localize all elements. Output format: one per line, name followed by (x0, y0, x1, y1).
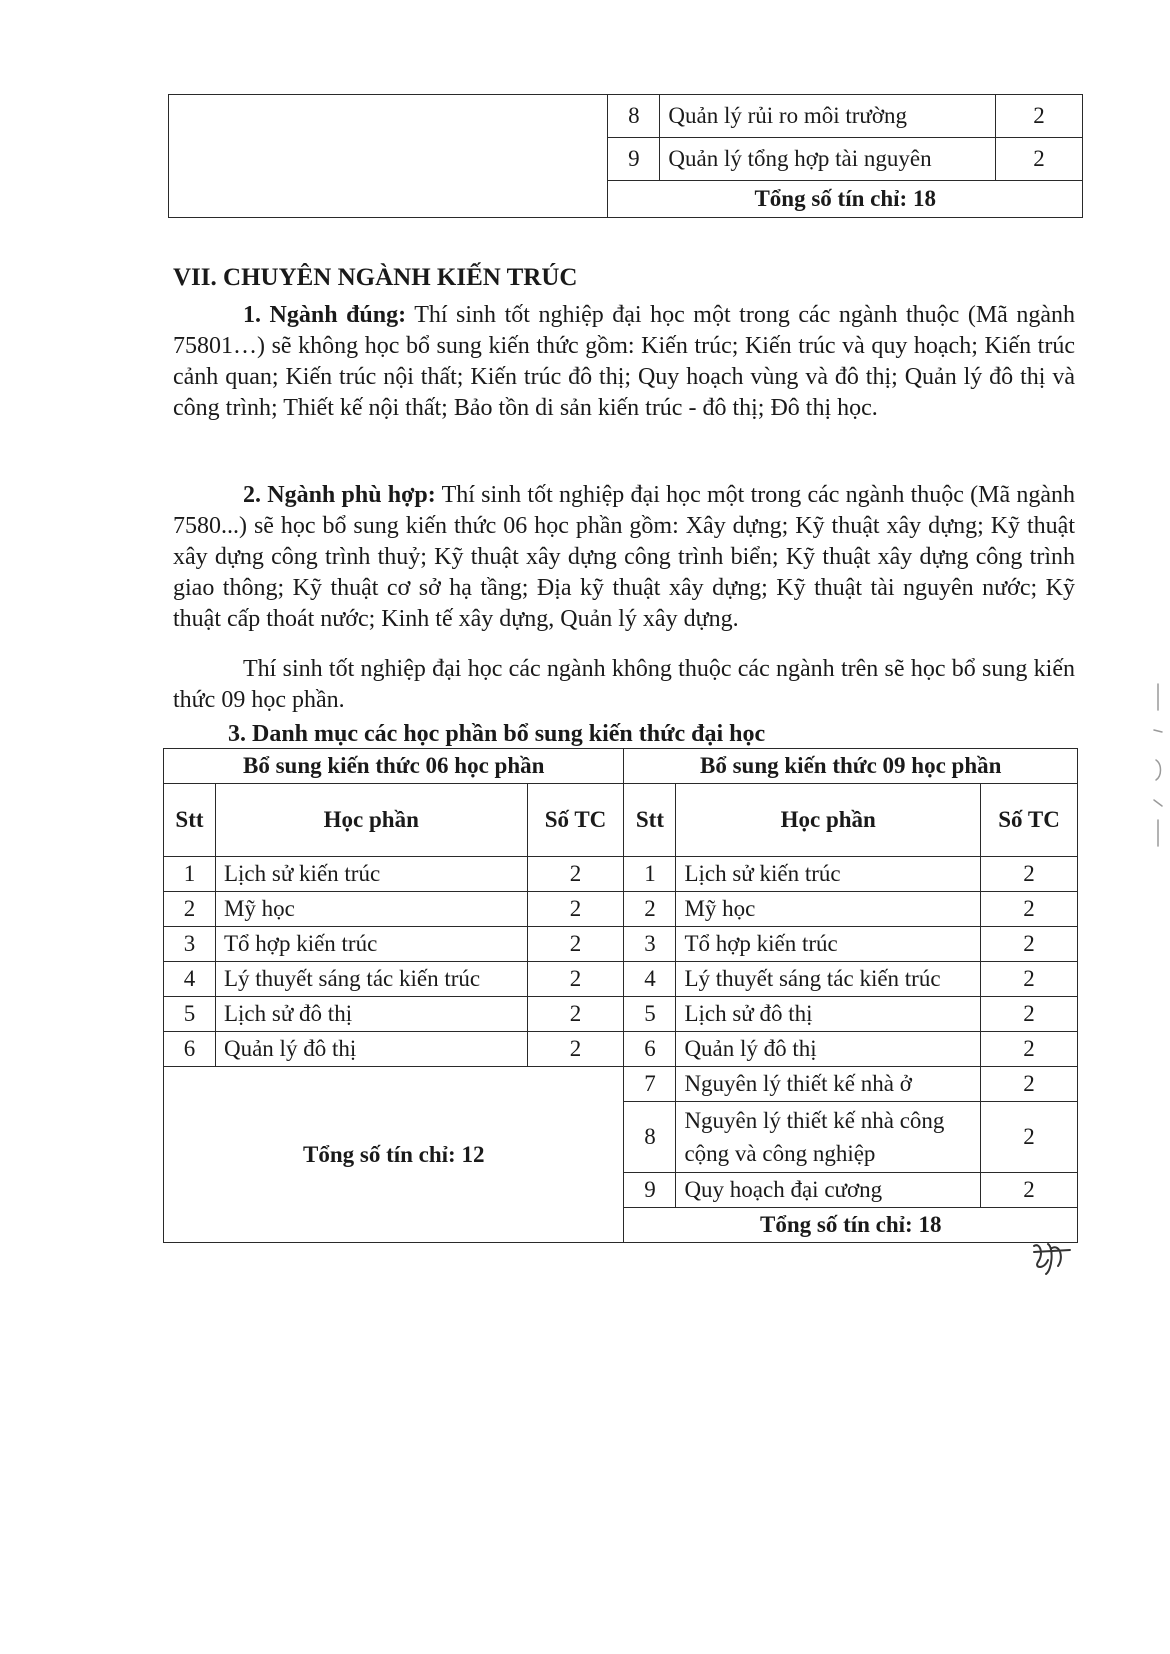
credits-cell: 2 (527, 962, 624, 997)
credits-cell: 2 (996, 138, 1083, 181)
course-name-cell: Tổ hợp kiến trúc (215, 927, 527, 962)
credits-cell: 2 (527, 857, 624, 892)
empty-cell (169, 95, 608, 218)
paragraph-text: Thí sinh tốt nghiệp đại học một trong các ngành thuộc (Mã ngành 75801…) sẽ không học bổ sung kiến thức gồm: Kiến trúc; Kiến trúc và quy hoạch; Kiến trúc cảnh quan; Kiến trúc nội thất; Kiến trúc đô thị; Quy hoạch vùng và đô thị; Quản lý đô thị và công trình; Thiết kế nội thất; Bảo tồn di sản kiến trúc - đô thị; Đô thị học. (173, 302, 1076, 421)
stt-cell: 2 (164, 892, 216, 927)
course-name-cell: Quản lý đô thị (676, 1032, 981, 1067)
credits-cell: 2 (527, 997, 624, 1032)
handwritten-initials-icon (1030, 1240, 1074, 1280)
paragraph-other-majors: Thí sinh tốt nghiệp đại học các ngành không thuộc các ngành trên sẽ học bổ sung kiến thức 09 học phần. (173, 656, 1075, 713)
course-name-cell: Quản lý rủi ro môi trường (660, 95, 996, 138)
paragraph-lead: 2. Ngành phù hợp: (243, 482, 436, 508)
left-total-credits: Tổng số tín chỉ: 12 (164, 1067, 624, 1243)
section-heading: VII. CHUYÊN NGÀNH KIẾN TRÚC (173, 264, 578, 291)
table-row (164, 857, 1078, 892)
margin-stamp-icon (1150, 680, 1166, 850)
credits-cell: 2 (981, 997, 1078, 1032)
credits-cell: 2 (981, 1173, 1078, 1208)
stt-cell: 4 (624, 962, 676, 997)
right-total-credits: Tổng số tín chỉ: 18 (624, 1208, 1078, 1243)
course-name-cell: Lý thuyết sáng tác kiến trúc (676, 962, 981, 997)
table-row (169, 95, 1083, 138)
col-course: Học phần (215, 784, 527, 857)
stt-cell: 3 (624, 927, 676, 962)
course-name-cell: Nguyên lý thiết kế nhà ở (676, 1067, 981, 1102)
credits-cell: 2 (981, 927, 1078, 962)
stt-cell: 8 (624, 1102, 676, 1173)
paragraph-suitable-major (173, 480, 1075, 635)
col-credits: Số TC (527, 784, 624, 857)
stt-cell: 4 (164, 962, 216, 997)
stt-cell: 9 (624, 1173, 676, 1208)
course-name-cell: Mỹ học (215, 892, 527, 927)
column-header-row (164, 784, 1078, 857)
stt-cell: 5 (624, 997, 676, 1032)
paragraph-text: Thí sinh tốt nghiệp đại học một trong các ngành thuộc (Mã ngành 7580...) sẽ học bổ sung kiến thức 06 học phần gồm: Xây dựng; Kỹ thuật xây dựng; Kỹ thuật xây dựng công trình thuỷ; Kỹ thuật xây dựng công trình biển; Kỹ thuật xây dựng công trình giao thông; Kỹ thuật cơ sở hạ tầng; Địa kỹ thuật xây dựng; Kỹ thuật tài nguyên nước; Kỹ thuật cấp thoát nước; Kinh tế xây dựng, Quản lý xây dựng. (173, 482, 1076, 632)
table-row (164, 927, 1078, 962)
course-name-cell: Lịch sử đô thị (215, 997, 527, 1032)
table-row (164, 1032, 1078, 1067)
course-name-cell: Lịch sử đô thị (676, 997, 981, 1032)
stt-cell: 1 (164, 857, 216, 892)
stt-cell: 3 (164, 927, 216, 962)
stt-cell: 1 (624, 857, 676, 892)
credits-cell: 2 (981, 962, 1078, 997)
course-name-cell: Nguyên lý thiết kế nhà công cộng và công nghiệp (676, 1102, 981, 1173)
supplementary-courses-table (163, 748, 1078, 1243)
course-name-cell: Lý thuyết sáng tác kiến trúc (215, 962, 527, 997)
course-name-cell: Lịch sử kiến trúc (676, 857, 981, 892)
credits-cell: 2 (527, 892, 624, 927)
col-stt: Stt (624, 784, 676, 857)
stt-cell: 6 (164, 1032, 216, 1067)
table-row (164, 1067, 1078, 1102)
credits-cell: 2 (981, 857, 1078, 892)
course-name-cell: Quy hoạch đại cương (676, 1173, 981, 1208)
course-name-cell: Tổ hợp kiến trúc (676, 927, 981, 962)
table-row (164, 892, 1078, 927)
credits-cell: 2 (527, 927, 624, 962)
course-name-cell: Quản lý tổng hợp tài nguyên (660, 138, 996, 181)
group-header-09: Bổ sung kiến thức 09 học phần (624, 749, 1078, 784)
group-header-06: Bổ sung kiến thức 06 học phần (164, 749, 624, 784)
group-header-row (164, 749, 1078, 784)
stt-cell: 9 (608, 138, 660, 181)
course-name-cell: Mỹ học (676, 892, 981, 927)
col-course: Học phần (676, 784, 981, 857)
credits-cell: 2 (981, 892, 1078, 927)
credits-cell: 2 (981, 1067, 1078, 1102)
course-name-cell: Lịch sử kiến trúc (215, 857, 527, 892)
stt-cell: 6 (624, 1032, 676, 1067)
credits-cell: 2 (981, 1032, 1078, 1067)
stt-cell: 5 (164, 997, 216, 1032)
col-credits: Số TC (981, 784, 1078, 857)
table-row (164, 997, 1078, 1032)
credits-cell: 2 (996, 95, 1083, 138)
paragraph-lead: 1. Ngành đúng: (243, 302, 407, 328)
total-credits: Tổng số tín chỉ: 18 (608, 181, 1083, 218)
table-row (164, 962, 1078, 997)
course-name-cell: Quản lý đô thị (215, 1032, 527, 1067)
table-caption: 3. Danh mục các học phần bổ sung kiến thức đại học (228, 721, 766, 747)
stt-cell: 7 (624, 1067, 676, 1102)
col-stt: Stt (164, 784, 216, 857)
credits-cell: 2 (527, 1032, 624, 1067)
top-continuation-table (168, 94, 1083, 218)
stt-cell: 2 (624, 892, 676, 927)
credits-cell: 2 (981, 1102, 1078, 1173)
paragraph-correct-major (173, 300, 1075, 424)
stt-cell: 8 (608, 95, 660, 138)
